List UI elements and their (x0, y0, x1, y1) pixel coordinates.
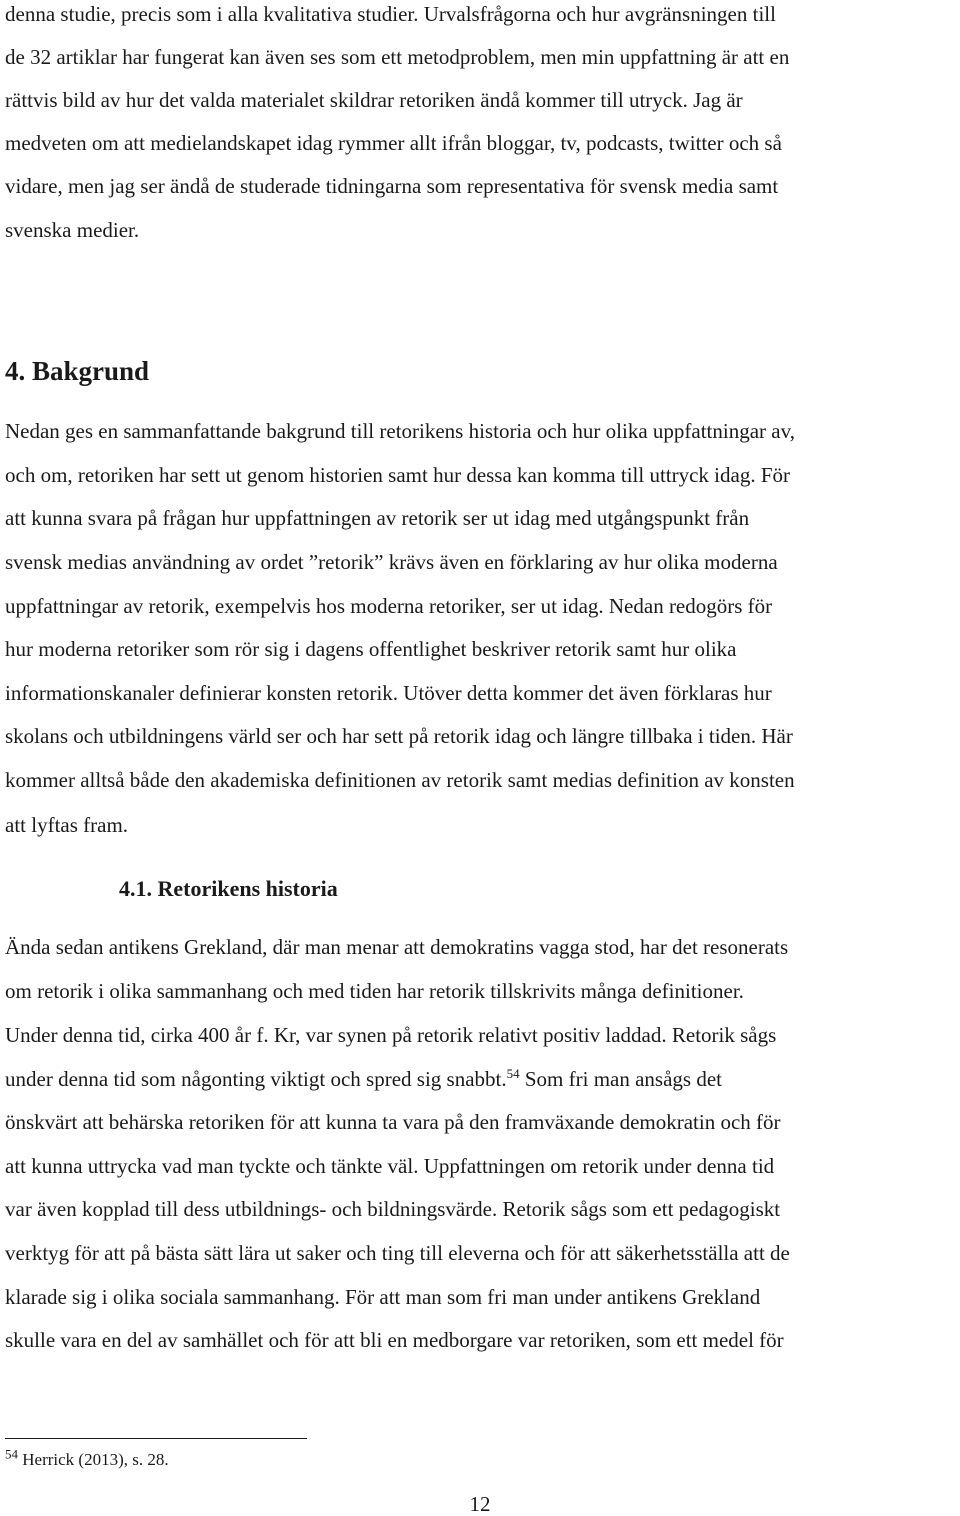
text-line: informationskanaler definierar konsten retorik. Utöver detta kommer det även förklaras hur (5, 681, 772, 705)
text-line: Ända sedan antikens Grekland, där man menar att demokratins vagga stod, har det resonerats (5, 935, 789, 959)
text-line: klarade sig i olika sociala sammanhang. För att man som fri man under antikens Grekland (5, 1285, 761, 1309)
text-line: vidare, men jag ser ändå de studerade tidningarna som representativa för svensk media samt (5, 174, 779, 198)
footnote-divider (5, 1438, 307, 1439)
text-line: önskvärt att behärska retoriken för att kunna ta vara på den framväxande demokratin och för (5, 1110, 781, 1134)
text-segment: under denna tid som någonting viktigt och spred sig snabbt. (5, 1067, 507, 1091)
text-line: uppfattningar av retorik, exempelvis hos moderna retoriker, ser ut idag. Nedan redogörs för (5, 594, 773, 618)
text-line: denna studie, precis som i alla kvalitativa studier. Urvalsfrågorna och hur avgränsningen till (5, 2, 776, 26)
text-line: verktyg för att på bästa sätt lära ut saker och ting till eleverna och för att säkerhetsställa att de (5, 1241, 790, 1265)
text-line: Nedan ges en sammanfattande bakgrund till retorikens historia och hur olika uppfattningar av, (5, 419, 795, 443)
text-line: skulle vara en del av samhället och för att bli en medborgare var retoriken, som ett medel för (5, 1328, 784, 1352)
text-line: att lyftas fram. (5, 813, 129, 837)
text-line: kommer alltså både den akademiska definitionen av retorik samt medias definition av konsten (5, 768, 795, 792)
text-line: om retorik i olika sammanhang och med tiden har retorik tillskrivits många definitioner. (5, 979, 744, 1003)
footnote-text: Herrick (2013), s. 28. (18, 1450, 169, 1469)
footnote-reference[interactable]: 54 (506, 1066, 520, 1081)
text-line: skolans och utbildningens värld ser och har sett på retorik idag och längre tillbaka i tiden. Här (5, 724, 793, 748)
text-line: rättvis bild av hur det valda materialet skildrar retoriken ändå kommer till utryck. Jag är (5, 88, 743, 112)
text-line: och om, retoriken har sett ut genom historien samt hur dessa kan komma till uttryck idag. För (5, 463, 791, 487)
text-line: medveten om att medielandskapet idag rymmer allt ifrån bloggar, tv, podcasts, twitter och så (5, 131, 782, 155)
text-line: svenska medier. (5, 218, 140, 242)
subsection-heading: 4.1. Retorikens historia (119, 876, 338, 901)
text-line: hur moderna retoriker som rör sig i dagens offentlighet beskriver retorik samt hur olika (5, 637, 737, 661)
text-line: svensk medias användning av ordet ”retorik” krävs även en förklaring av hur olika moderna (5, 550, 778, 574)
text-line: Under denna tid, cirka 400 år f. Kr, var synen på retorik relativt positiv laddad. Retorik sågs (5, 1023, 777, 1047)
footnote-number: 54 (5, 1446, 18, 1462)
text-line: de 32 artiklar har fungerat kan även ses som ett metodproblem, men min uppfattning är att en (5, 45, 790, 69)
text-line: att kunna uttrycka vad man tyckte och tänkte väl. Uppfattningen om retorik under denna tid (5, 1154, 775, 1178)
text-line: att kunna svara på frågan hur uppfattningen av retorik ser ut idag med utgångspunkt från (5, 506, 750, 530)
section-heading: 4. Bakgrund (5, 356, 150, 386)
text-line (5, 1067, 722, 1091)
footnote (5, 1446, 169, 1471)
text-segment: Som fri man ansågs det (519, 1067, 722, 1091)
text-line: var även kopplad till dess utbildnings- och bildningsvärde. Retorik sågs som ett pedagogiskt (5, 1197, 781, 1221)
page-number: 12 (469, 1492, 491, 1516)
